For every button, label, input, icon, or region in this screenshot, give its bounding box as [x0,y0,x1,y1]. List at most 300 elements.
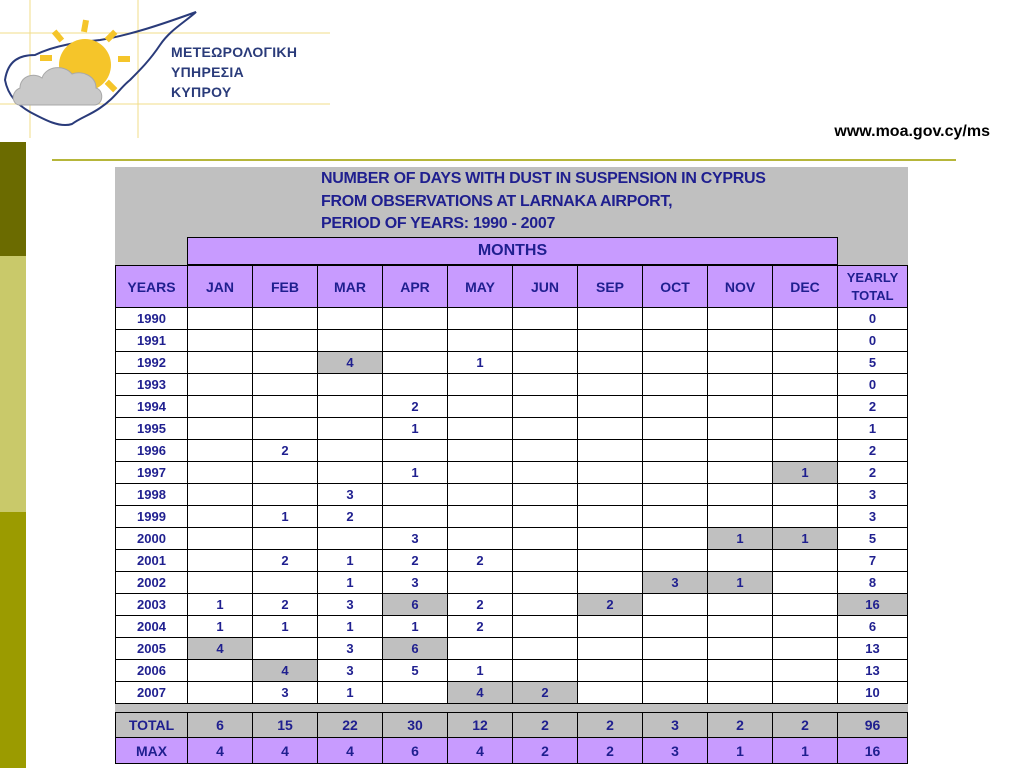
value-cell [188,506,253,528]
total-row [116,713,908,738]
year-cell: 1996 [116,440,188,462]
value-cell [513,506,578,528]
value-cell [253,484,318,506]
value-cell [318,308,383,330]
table-row [116,616,908,638]
gap-cell [383,704,448,713]
gap-cell [253,704,318,713]
value-cell [383,484,448,506]
value-cell [773,638,838,660]
total-row-cell: 6 [188,713,253,738]
title-line-3: PERIOD OF YEARS: 1990 - 2007 [321,215,556,232]
dust-days-table [115,265,908,764]
value-cell [708,462,773,484]
value-cell: 2 [253,440,318,462]
value-cell [513,594,578,616]
value-cell [513,352,578,374]
value-cell [578,440,643,462]
total-row-cell: 22 [318,713,383,738]
logo-line-1: ΜΕΤΕΩΡΟΛΟΓΙΚΗ [171,44,298,60]
table-row [116,528,908,550]
value-cell [318,330,383,352]
table-row [116,396,908,418]
total-row-label: TOTAL [116,713,188,738]
value-cell [253,308,318,330]
table-row [116,594,908,616]
value-cell [643,352,708,374]
gap-cell [116,704,188,713]
value-cell [578,462,643,484]
value-cell [448,396,513,418]
value-cell [578,374,643,396]
value-cell [253,352,318,374]
value-cell [513,308,578,330]
yearly-total-cell: 16 [838,594,908,616]
year-cell: 1991 [116,330,188,352]
max-row [116,738,908,764]
table-row [116,374,908,396]
value-cell: 2 [578,594,643,616]
value-cell [383,308,448,330]
value-cell [578,638,643,660]
value-cell [578,528,643,550]
yearly-total-header-line: YEARLY [846,269,899,285]
month-header-sep: SEP [578,266,643,308]
value-cell [318,440,383,462]
year-cell: 1990 [116,308,188,330]
value-cell [448,440,513,462]
total-row-cell: 3 [643,713,708,738]
value-cell [188,396,253,418]
value-cell [448,418,513,440]
value-cell [578,682,643,704]
value-cell [643,660,708,682]
value-cell [578,308,643,330]
month-header-mar: MAR [318,266,383,308]
value-cell: 1 [383,616,448,638]
value-cell [708,660,773,682]
value-cell [773,308,838,330]
value-cell [448,528,513,550]
value-cell: 3 [383,572,448,594]
table-row [116,418,908,440]
header-divider [52,159,956,161]
value-cell [188,440,253,462]
value-cell [578,616,643,638]
value-cell [708,638,773,660]
gap-cell [708,704,773,713]
year-cell: 1992 [116,352,188,374]
max-row-cell: 6 [383,738,448,764]
yearly-total-cell: 13 [838,638,908,660]
value-cell [773,352,838,374]
value-cell [708,484,773,506]
value-cell [253,418,318,440]
value-cell: 2 [383,550,448,572]
value-cell [383,374,448,396]
value-cell [773,572,838,594]
value-cell [513,396,578,418]
month-header-jan: JAN [188,266,253,308]
value-cell [643,682,708,704]
value-cell: 6 [383,638,448,660]
value-cell: 3 [253,682,318,704]
value-cell: 1 [383,462,448,484]
value-cell [513,528,578,550]
value-cell: 2 [513,682,578,704]
value-cell [773,330,838,352]
value-cell [643,308,708,330]
month-header-jun: JUN [513,266,578,308]
value-cell [513,550,578,572]
total-row-cell: 2 [513,713,578,738]
value-cell: 2 [448,594,513,616]
max-row-cell: 2 [513,738,578,764]
total-row-cell: 2 [708,713,773,738]
max-row-cell: 4 [318,738,383,764]
value-cell [643,462,708,484]
year-cell: 2005 [116,638,188,660]
yearly-total-cell: 8 [838,572,908,594]
value-cell [448,462,513,484]
total-row-cell: 30 [383,713,448,738]
value-cell: 2 [448,550,513,572]
month-header-nov: NOV [708,266,773,308]
value-cell [318,528,383,550]
gap-cell [643,704,708,713]
value-cell [643,506,708,528]
value-cell [643,330,708,352]
yearly-total-cell: 2 [838,462,908,484]
yearly-total-cell: 13 [838,660,908,682]
table-row [116,506,908,528]
value-cell [383,506,448,528]
header-row [116,266,908,308]
gap-cell [318,704,383,713]
value-cell [448,484,513,506]
value-cell [253,396,318,418]
gap-cell [448,704,513,713]
value-cell [643,638,708,660]
value-cell [188,462,253,484]
table-row [116,484,908,506]
value-cell [773,396,838,418]
value-cell [448,506,513,528]
gap-cell [578,704,643,713]
table-row [116,660,908,682]
value-cell: 1 [448,660,513,682]
value-cell: 1 [318,682,383,704]
yearly-total-cell: 10 [838,682,908,704]
year-cell: 1998 [116,484,188,506]
value-cell [448,330,513,352]
year-cell: 2006 [116,660,188,682]
year-cell: 1997 [116,462,188,484]
value-cell: 4 [253,660,318,682]
value-cell: 4 [448,682,513,704]
value-cell [773,594,838,616]
value-cell [578,352,643,374]
max-row-cell: 2 [578,738,643,764]
value-cell: 5 [383,660,448,682]
month-header-oct: OCT [643,266,708,308]
value-cell: 4 [188,638,253,660]
value-cell [708,396,773,418]
total-row-cell: 12 [448,713,513,738]
month-header-apr: APR [383,266,448,308]
value-cell: 1 [318,550,383,572]
max-row-cell: 3 [643,738,708,764]
value-cell: 3 [318,484,383,506]
value-cell [773,660,838,682]
table-row [116,572,908,594]
yearly-total-cell: 2 [838,440,908,462]
value-cell: 3 [318,660,383,682]
value-cell [708,308,773,330]
value-cell [448,308,513,330]
year-cell: 1999 [116,506,188,528]
year-cell: 1994 [116,396,188,418]
value-cell [773,484,838,506]
value-cell: 3 [318,594,383,616]
value-cell [318,374,383,396]
yearly-total-cell: 6 [838,616,908,638]
logo-line-3: ΚΥΠΡΟΥ [171,84,232,100]
table-row [116,330,908,352]
value-cell [448,638,513,660]
value-cell [253,374,318,396]
table-row [116,352,908,374]
total-row-cell: 15 [253,713,318,738]
value-cell [383,330,448,352]
yearly-total-cell: 7 [838,550,908,572]
max-row-cell: 1 [773,738,838,764]
table-title [321,168,766,236]
value-cell: 1 [383,418,448,440]
value-cell [318,396,383,418]
yearly-total-cell: 3 [838,506,908,528]
value-cell [708,374,773,396]
yearly-total-cell: 0 [838,374,908,396]
value-cell: 2 [318,506,383,528]
value-cell [643,484,708,506]
value-cell [188,682,253,704]
value-cell: 1 [253,506,318,528]
value-cell [708,594,773,616]
value-cell [318,418,383,440]
value-cell [708,682,773,704]
value-cell [578,550,643,572]
value-cell [643,418,708,440]
value-cell: 1 [318,572,383,594]
logo [0,0,335,140]
value-cell [773,550,838,572]
title-line-1: NUMBER OF DAYS WITH DUST IN SUSPENSION IN CYPRUS [321,170,766,187]
side-strip-light [0,256,26,512]
value-cell [513,374,578,396]
max-row-label: MAX [116,738,188,764]
value-cell: 1 [773,528,838,550]
value-cell [253,462,318,484]
table-row [116,440,908,462]
value-cell [708,550,773,572]
value-cell: 1 [708,528,773,550]
value-cell [643,374,708,396]
yearly-total-header [838,266,908,308]
value-cell [773,374,838,396]
table-row [116,462,908,484]
total-row-total: 96 [838,713,908,738]
value-cell [383,440,448,462]
value-cell: 4 [318,352,383,374]
value-cell [188,484,253,506]
value-cell: 2 [253,550,318,572]
month-header-feb: FEB [253,266,318,308]
max-row-cell: 4 [253,738,318,764]
value-cell [188,572,253,594]
year-cell: 2002 [116,572,188,594]
title-line-2: FROM OBSERVATIONS AT LARNAKA AIRPORT, [321,192,673,210]
table-row [116,682,908,704]
side-strip-olive [0,512,26,768]
value-cell: 1 [188,594,253,616]
value-cell [578,418,643,440]
gap-cell [188,704,253,713]
value-cell [513,616,578,638]
month-header-may: MAY [448,266,513,308]
value-cell [253,330,318,352]
value-cell [773,418,838,440]
value-cell [188,308,253,330]
table-row [116,638,908,660]
year-cell: 1995 [116,418,188,440]
value-cell [513,638,578,660]
value-cell [708,330,773,352]
value-cell: 1 [253,616,318,638]
value-cell: 1 [318,616,383,638]
max-row-cell: 1 [708,738,773,764]
value-cell [773,506,838,528]
value-cell: 1 [448,352,513,374]
year-cell: 2007 [116,682,188,704]
value-cell [188,418,253,440]
value-cell [578,506,643,528]
value-cell [513,660,578,682]
year-cell: 2001 [116,550,188,572]
value-cell [188,374,253,396]
yearly-total-cell: 3 [838,484,908,506]
year-cell: 2000 [116,528,188,550]
yearly-total-cell: 5 [838,528,908,550]
value-cell: 3 [383,528,448,550]
value-cell [708,418,773,440]
gap-cell [773,704,838,713]
value-cell: 2 [383,396,448,418]
yearly-total-cell: 0 [838,330,908,352]
value-cell [773,616,838,638]
value-cell [188,528,253,550]
value-cell [643,594,708,616]
value-cell [578,484,643,506]
value-cell [643,550,708,572]
yearly-total-cell: 0 [838,308,908,330]
value-cell [643,440,708,462]
value-cell [513,418,578,440]
value-cell [773,682,838,704]
value-cell [643,396,708,418]
value-cell [708,506,773,528]
value-cell [513,484,578,506]
website-url: www.moa.gov.cy/ms [834,123,990,140]
value-cell: 1 [188,616,253,638]
yearly-total-cell: 1 [838,418,908,440]
yearly-total-cell: 2 [838,396,908,418]
value-cell [188,352,253,374]
yearly-total-cell: 5 [838,352,908,374]
max-row-total: 16 [838,738,908,764]
side-strip-dark [0,142,26,256]
value-cell [188,330,253,352]
table-row [116,550,908,572]
value-cell [253,572,318,594]
value-cell [318,462,383,484]
year-cell: 1993 [116,374,188,396]
value-cell [708,440,773,462]
max-row-cell: 4 [188,738,253,764]
year-cell: 2003 [116,594,188,616]
value-cell [513,572,578,594]
value-cell [708,352,773,374]
value-cell [578,660,643,682]
value-cell [578,572,643,594]
total-row-cell: 2 [773,713,838,738]
row-gap [116,704,908,713]
years-header: YEARS [116,266,188,308]
max-row-cell: 4 [448,738,513,764]
value-cell [513,330,578,352]
value-cell: 2 [253,594,318,616]
value-cell: 3 [643,572,708,594]
value-cell [773,440,838,462]
value-cell [188,660,253,682]
month-header-dec: DEC [773,266,838,308]
logo-line-2: ΥΠΗΡΕΣΙΑ [171,64,245,80]
value-cell [383,682,448,704]
value-cell [188,550,253,572]
months-header: MONTHS [187,237,838,265]
gap-cell [838,704,908,713]
logo-text [171,42,297,102]
year-cell: 2004 [116,616,188,638]
total-row-cell: 2 [578,713,643,738]
table-row [116,308,908,330]
value-cell [253,528,318,550]
value-cell [643,616,708,638]
gap-cell [513,704,578,713]
value-cell [578,330,643,352]
yearly-total-header-line: TOTAL [851,287,894,303]
value-cell [513,440,578,462]
value-cell: 2 [448,616,513,638]
value-cell: 1 [773,462,838,484]
value-cell [513,462,578,484]
value-cell [578,396,643,418]
value-cell [708,616,773,638]
value-cell [448,572,513,594]
value-cell [643,528,708,550]
value-cell: 6 [383,594,448,616]
value-cell [448,374,513,396]
